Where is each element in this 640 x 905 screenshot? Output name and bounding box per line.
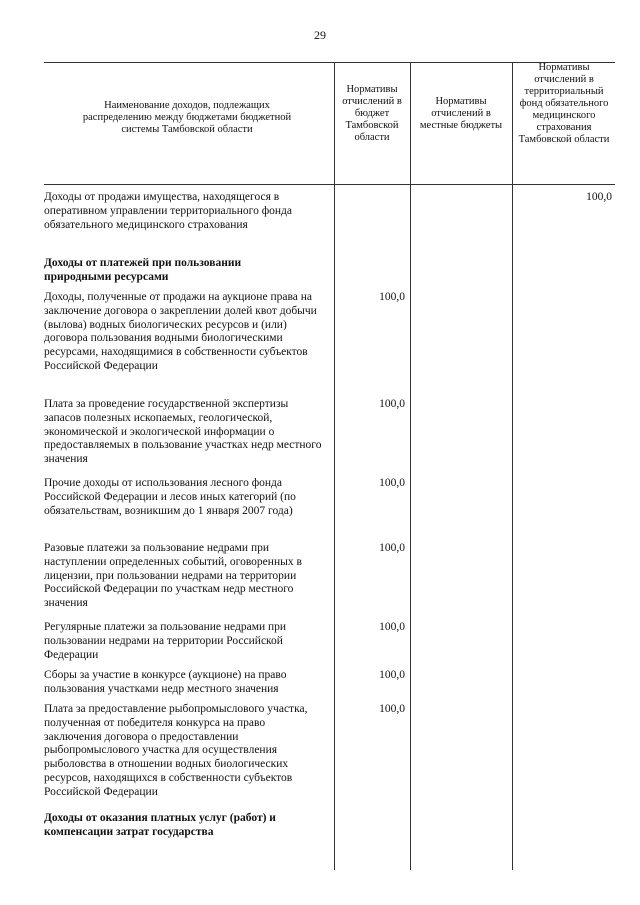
row-name: Сборы за участие в конкурсе (аукционе) на право пользования участками недр местного значения (44, 669, 287, 695)
row-name: Прочие доходы от использования лесного фонда Российской Федерации и лесов иных категорий (по обязательствам, возникшим до 1 января 2007 года) (44, 477, 296, 517)
row-value-regional: 100,0 (379, 703, 405, 715)
row-value-regional: 100,0 (379, 477, 405, 489)
row-value-regional: 100,0 (379, 669, 405, 681)
header-name: Наименование доходов, подлежащих распределению между бюджетами бюджетной системы Тамбовской области (82, 100, 292, 135)
row-name: Доходы, полученные от продажи на аукционе права на заключение договора о закреплении долей квот добычи (вылова) водных биологических ресурсов и (или) договора пользования водными биологическими ресурсами, находящимися в собственности субъектов Российской Федерации (44, 291, 317, 372)
row-name: Регулярные платежи за пользование недрами при пользовании недрами на территории Российской Федерации (44, 621, 287, 661)
header-fund: Нормативы отчислений в территориальный фонд обязательного медицинского страхования Тамбовской области (518, 62, 610, 145)
row-name: Доходы от продажи имущества, находящегося в оперативном управлении территориального фонда обязательного медицинского страхования (44, 191, 293, 231)
column-divider-3 (512, 62, 513, 870)
row-value-regional: 100,0 (379, 542, 405, 554)
column-divider-2 (410, 62, 411, 870)
header-regional: Нормативы отчислений в бюджет Тамбовской области (342, 84, 402, 143)
page-number: 29 (314, 28, 326, 42)
row-value-regional: 100,0 (379, 291, 405, 303)
section-heading: Доходы от платежей при пользовании природными ресурсами (44, 257, 242, 283)
row-name: Плата за проведение государственной экспертизы запасов полезных ископаемых, геологической, экономической и экологической информации о предоставляемых в пользование участках недр местного значения (44, 398, 322, 466)
section-heading: Доходы от оказания платных услуг (работ) и компенсации затрат государства (44, 812, 276, 838)
header-local: Нормативы отчислений в местные бюджеты (419, 96, 503, 131)
row-name: Плата за предоставление рыбопромыслового участка, полученная от победителя конкурса на право заключения договора о предоставлении рыбопромыслового участка для осуществления рыболовства в отношении водных биологических ресурсов, находящихся в собственности субъектов Российской Федерации (44, 703, 308, 798)
row-value-regional: 100,0 (379, 621, 405, 633)
row-name: Разовые платежи за пользование недрами при наступлении определенных событий, оговоренных в лицензии, при пользовании недрами на территории Российской Федерации по участкам недр местного значения (44, 542, 302, 610)
column-divider-1 (334, 62, 335, 870)
header-bottom-rule (44, 184, 615, 185)
row-value-fund: 100,0 (586, 191, 612, 203)
row-value-regional: 100,0 (379, 398, 405, 410)
